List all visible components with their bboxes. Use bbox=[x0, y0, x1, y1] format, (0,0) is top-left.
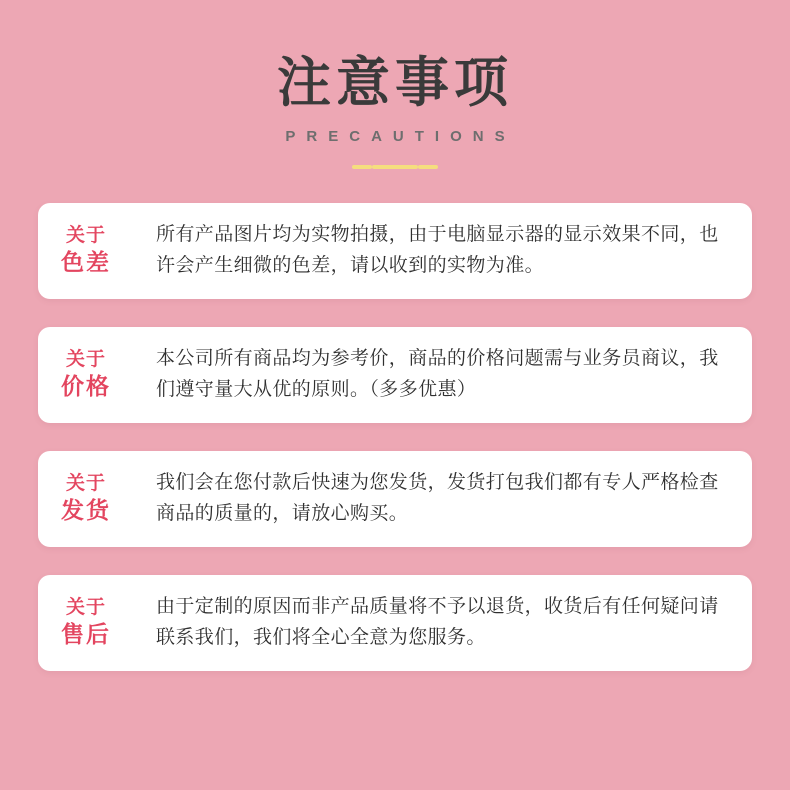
row-body bbox=[134, 327, 752, 423]
page-title: 注意事项 bbox=[277, 53, 513, 113]
divider-segment-center bbox=[372, 165, 419, 169]
row-tag-after-sales bbox=[38, 575, 134, 671]
row-body bbox=[134, 203, 752, 299]
row-tag-top: 关于 bbox=[65, 472, 106, 494]
row-tag-bottom: 发货 bbox=[61, 497, 111, 524]
divider-segment-left bbox=[352, 165, 372, 169]
row-tag-top: 关于 bbox=[65, 348, 106, 370]
row-body bbox=[134, 451, 752, 547]
list-item bbox=[38, 451, 752, 547]
row-tag-top: 关于 bbox=[65, 596, 106, 618]
row-text: 本公司所有商品均为参考价，商品的价格问题需与业务员商议，我们遵守量大从优的原则。（多多优惠） bbox=[156, 348, 719, 401]
row-text: 由于定制的原因而非产品质量将不予以退货，收货后有任何疑问请联系我们，我们将全心全意为您服务。 bbox=[156, 596, 719, 649]
row-tag-bottom: 价格 bbox=[61, 373, 111, 400]
list-item bbox=[38, 575, 752, 671]
title-divider bbox=[352, 165, 438, 169]
row-tag-top: 关于 bbox=[65, 224, 106, 246]
divider-segment-right bbox=[418, 165, 438, 169]
page-subtitle: PRECAUTIONS bbox=[285, 128, 516, 146]
row-tag-color-difference bbox=[38, 203, 134, 299]
list-item bbox=[38, 203, 752, 299]
row-tag-bottom: 色差 bbox=[61, 249, 111, 276]
row-tag-price bbox=[38, 327, 134, 423]
page-header bbox=[0, 0, 790, 169]
row-text: 所有产品图片均为实物拍摄，由于电脑显示器的显示效果不同，也许会产生细微的色差，请以收到的实物为准。 bbox=[156, 224, 719, 277]
row-body bbox=[134, 575, 752, 671]
precaution-list bbox=[0, 203, 790, 671]
row-tag-shipping bbox=[38, 451, 134, 547]
row-tag-bottom: 售后 bbox=[61, 621, 111, 648]
row-text: 我们会在您付款后快速为您发货，发货打包我们都有专人严格检查商品的质量的，请放心购买。 bbox=[156, 472, 719, 525]
list-item bbox=[38, 327, 752, 423]
